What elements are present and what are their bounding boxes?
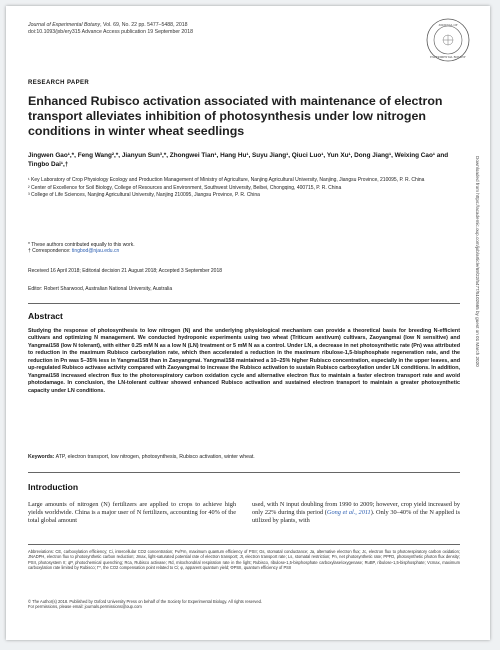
download-sidebar xyxy=(474,156,482,486)
article-dates: Received 16 April 2018; Editorial decision 21 August 2018; Accepted 3 September 2018 xyxy=(28,268,223,274)
author-notes xyxy=(28,242,458,255)
copyright-line: © The Author(s) 2018. Published by Oxford University Press on behalf of the Society for Experimental Biology. All rights reserved. xyxy=(28,599,263,604)
abbreviations: Abbreviations: CE, carboxylation efficiency; Ci, intercellular CO2 concentration; Fv/Fm, maximum quantum efficiency of PSII; Gs, stomatal conductance; Ja, alternative electron flux; Jc, electron flux to photorespiratory carbon oxidation; JNADPH, electron flux to photosynthetic carbon reduction; Jmax, light-saturated potential rate of electron transport; Jt, electron transport rate; Ls, stomatal restriction; Pn, net photosynthetic rate; PPFD, photosynthetic photon flux density; PSII, photosystem II; qP, photochemical quenching; Rca, Rubisco activase; Rd, mitochondrial respiration rate in the light; Rubisco, ribulose-1,5-bisphosphate carboxylase/oxygenase; RuBP, ribulose-1,5-bisphosphate; Vcmax, maximum carboxylation rate limited by Rubisco; Γ*, the CO2 compensation point related to Ci; φ, apparent quantum yield; ΦPSII, quantum efficiency of PSII xyxy=(28,549,460,570)
citation-link[interactable]: Gong et al., 2011 xyxy=(326,509,371,517)
keywords-list: ATP, electron transport, low nitrogen, photosynthesis, Rubisco activation, winter wheat. xyxy=(54,454,255,460)
journal-name: Journal of Experimental Botany xyxy=(28,22,101,28)
correspondence-email-link[interactable]: tingbod@njau.edu.cn xyxy=(71,248,120,255)
divider xyxy=(28,472,460,473)
equal-contribution-note: * These authors contributed equally to this work. xyxy=(28,242,135,248)
article-title: Enhanced Rubisco activation associated with maintenance of electron transport alleviates inhibition of photosynthesis under low nitrogen conditions in winter wheat seedlings xyxy=(28,94,443,138)
correspondence-label: † Correspondence: xyxy=(28,248,72,255)
journal-citation: , Vol. 69, No. 22 pp. 5477–5488, 2018 xyxy=(100,22,188,28)
intro-text: used, with N input doubling from 1990 to 2009; however, crop yield increased by only 22% during this period ( xyxy=(252,501,460,517)
svg-text:EXPERIMENTAL BOTANY: EXPERIMENTAL BOTANY xyxy=(430,55,466,59)
svg-text:JOURNAL OF: JOURNAL OF xyxy=(438,23,458,27)
abstract-text: Studying the response of photosynthesis to low nitrogen (N) and the underlying physiological mechanism can provide a theoretical basis for breeding N-efficient cultivars and optimizing N management. We conducted hydroponic experiments using two wheat (Triticum aestivum) cultivars, Zaoyangmai (low N sensitive) and Yangmai158 (low N tolerant), with either 0.25 mM N as a low N (LN) treatment or 5 mM N as a control. Under LN, a decrease in net photosynthetic rate (Pn) was attributed to reduction in the maximum Rubisco carboxylation rate, which then accelerated a reduction in the maximum ribulose-1,5-bisphosphate regeneration rate, and the reduction in Pn was 5–35% less in Yangmai158 than in Zaoyangmai. Yangmai158 maintained a 10–25% higher Rubisco concentration, especially in the upper leaves, and up-regulated Rubisco activase activity compared with Zaoyangmai to increase the Rubisco activation to sustain Rubisco carboxylation under LN conditions. In addition, Yangmai158 increased electron flux to the photorespiratory carbon oxidation cycle and alternative electron flux to maintain a faster electron transport rate and avoid photodamage. In conclusion, the LN-tolerant cultivar showed enhanced Rubisco activation and sustained electron transport to maintain a greater photosynthetic capacity under LN conditions. xyxy=(28,328,460,394)
article-page xyxy=(6,6,490,640)
article-type: RESEARCH PAPER xyxy=(28,80,90,86)
abstract-heading: Abstract xyxy=(28,311,63,321)
keywords-label: Keywords: xyxy=(28,454,55,460)
affiliations xyxy=(28,177,458,200)
download-notice: Downloaded from https://academic.oup.com/jxb/article/69/22/5477/5102665 by guest on 01 March 2020 xyxy=(475,156,480,367)
affiliation-3: ³ College of Life Sciences, Nanjing Agricultural University, Nanjing 210095, Jiangsu Province, P. R. China xyxy=(28,192,260,199)
divider xyxy=(28,303,460,304)
permissions-line: For permissions, please email: journals.permissions@oup.com xyxy=(28,604,142,610)
keywords xyxy=(28,454,460,460)
affiliation-1: ¹ Key Laboratory of Crop Physiology Ecology and Production Management of Ministry of Agriculture, Nanjing Agricultural University, Nanjing, Jiangsu Province, 210095, P. R. China xyxy=(28,177,425,183)
journal-header xyxy=(28,22,193,36)
correspondence-note xyxy=(28,248,458,254)
journal-seal-logo xyxy=(426,18,470,62)
divider xyxy=(28,544,460,545)
intro-column-right xyxy=(252,501,460,526)
intro-text: ). Only 30–40% of the N applied is utilized by plants, with xyxy=(252,509,460,525)
article-editor: Editor: Robert Sharwood, Australian National University, Australia xyxy=(28,286,173,292)
affiliation-2: ² Center of Excellence for Soil Biology, College of Resources and Environment, Southwest University, Beibei, Chongqing, 400715, P. R. China xyxy=(28,184,342,191)
introduction-heading: Introduction xyxy=(28,482,79,492)
author-list: Jingwen Gao¹,*, Feng Wang²,*, Jianyun Sun³,*, Zhongwei Tian¹, Hang Hu¹, Suyu Jiang¹, Qiuci Luo¹, Yun Xu¹, Dong Jiang¹, Weixing Cao¹ and Tingbo Dai¹,† xyxy=(28,152,449,168)
copyright-notice xyxy=(28,599,460,610)
doi-line: doi:10.1093/jxb/ery315 Advance Access publication 19 September 2018 xyxy=(28,29,193,35)
intro-column-left: Large amounts of nitrogen (N) fertilizers are applied to crops to achieve high yields worldwide. China is a major user of N fertilizers, accounting for 40% of the total global amount xyxy=(28,501,236,525)
